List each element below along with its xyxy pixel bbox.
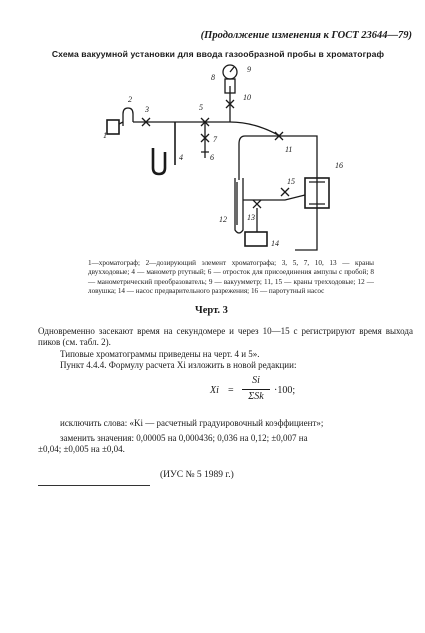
label-11: 11 (285, 145, 293, 154)
valve-15 (281, 188, 289, 196)
chromatograph-box (107, 120, 119, 134)
label-1: 1 (103, 131, 107, 140)
figure-label: Черт. 3 (195, 305, 228, 316)
line-11-to-16 (291, 136, 317, 250)
label-12: 12 (219, 215, 227, 224)
line-11-to-12 (239, 136, 279, 180)
vacuum-setup-diagram (95, 60, 385, 255)
label-16: 16 (335, 161, 343, 170)
formula-denominator: ΣSk (248, 391, 264, 402)
paragraph-timing: Одновременно засекают время на секундомере и через 10—15 с регистрируют время выхода пиков (см. табл. 2). (38, 326, 413, 347)
label-8: 8 (211, 73, 215, 82)
formula-multiplier: ·100; (274, 385, 296, 396)
label-2: 2 (128, 95, 132, 104)
label-4: 4 (179, 153, 183, 162)
divider-rule (38, 485, 150, 486)
label-10: 10 (243, 93, 251, 102)
valve-13 (253, 200, 261, 208)
label-5: 5 (199, 103, 203, 112)
ampoule-outlet-6 (201, 152, 209, 158)
dosing-element (123, 108, 133, 126)
formula-lhs: Xi (210, 385, 219, 396)
label-9: 9 (247, 65, 251, 74)
paragraph-chromatograms: Типовые хроматограммы приведены на черт. 4 и 5». (60, 349, 260, 359)
label-3: 3 (145, 105, 149, 114)
label-13: 13 (247, 213, 255, 222)
paragraph-replace-cont: ±0,04; ±0,005 на ±0,04. (38, 444, 125, 454)
figure-legend: 1—хроматограф; 2—дозирующий элемент хроматографа; 3, 5, 7, 10, 13 — краны двухходовые; 4 — манометр ртутный; 6 — отросток для присоединения ампулы с пробой; 8 — манометрический преобразователь; 9 — вакуумметр; 11, 15 — краны трехходовые; 12 — ловушка; 14 — насос предварительного разрежения; 16 — паротутный насос (88, 259, 374, 295)
formula-numerator: Si (252, 375, 260, 386)
gauge-needle (230, 67, 234, 72)
ius-reference: (ИУС № 5 1989 г.) (160, 470, 234, 480)
manometer-u (153, 148, 165, 174)
label-7: 7 (213, 135, 217, 144)
trap-12 (235, 178, 243, 233)
label-6: 6 (210, 153, 214, 162)
line-15 (243, 195, 305, 200)
line-to-11 (230, 122, 280, 136)
paragraph-exclude: исключить слова: «Ki — расчетный градуировочный коэффициент»; (60, 418, 324, 428)
fraction-bar (242, 389, 270, 390)
continuation-note: (Продолжение изменения к ГОСТ 23644—79) (200, 30, 412, 41)
label-14: 14 (271, 239, 279, 248)
prevacuum-pump-14 (245, 232, 267, 246)
formula-equals: = (228, 385, 234, 396)
label-15: 15 (287, 177, 295, 186)
paragraph-replace: заменить значения: 0,00005 на 0,000436; 0,036 на 0,12; ±0,007 на (60, 433, 308, 443)
formula (210, 374, 330, 414)
scheme-title: Схема вакуумной установки для ввода газообразной пробы в хроматограф (51, 49, 385, 59)
paragraph-formula-intro: Пункт 4.4.4. Формулу расчета Xi изложить в новой редакции: (60, 360, 297, 370)
